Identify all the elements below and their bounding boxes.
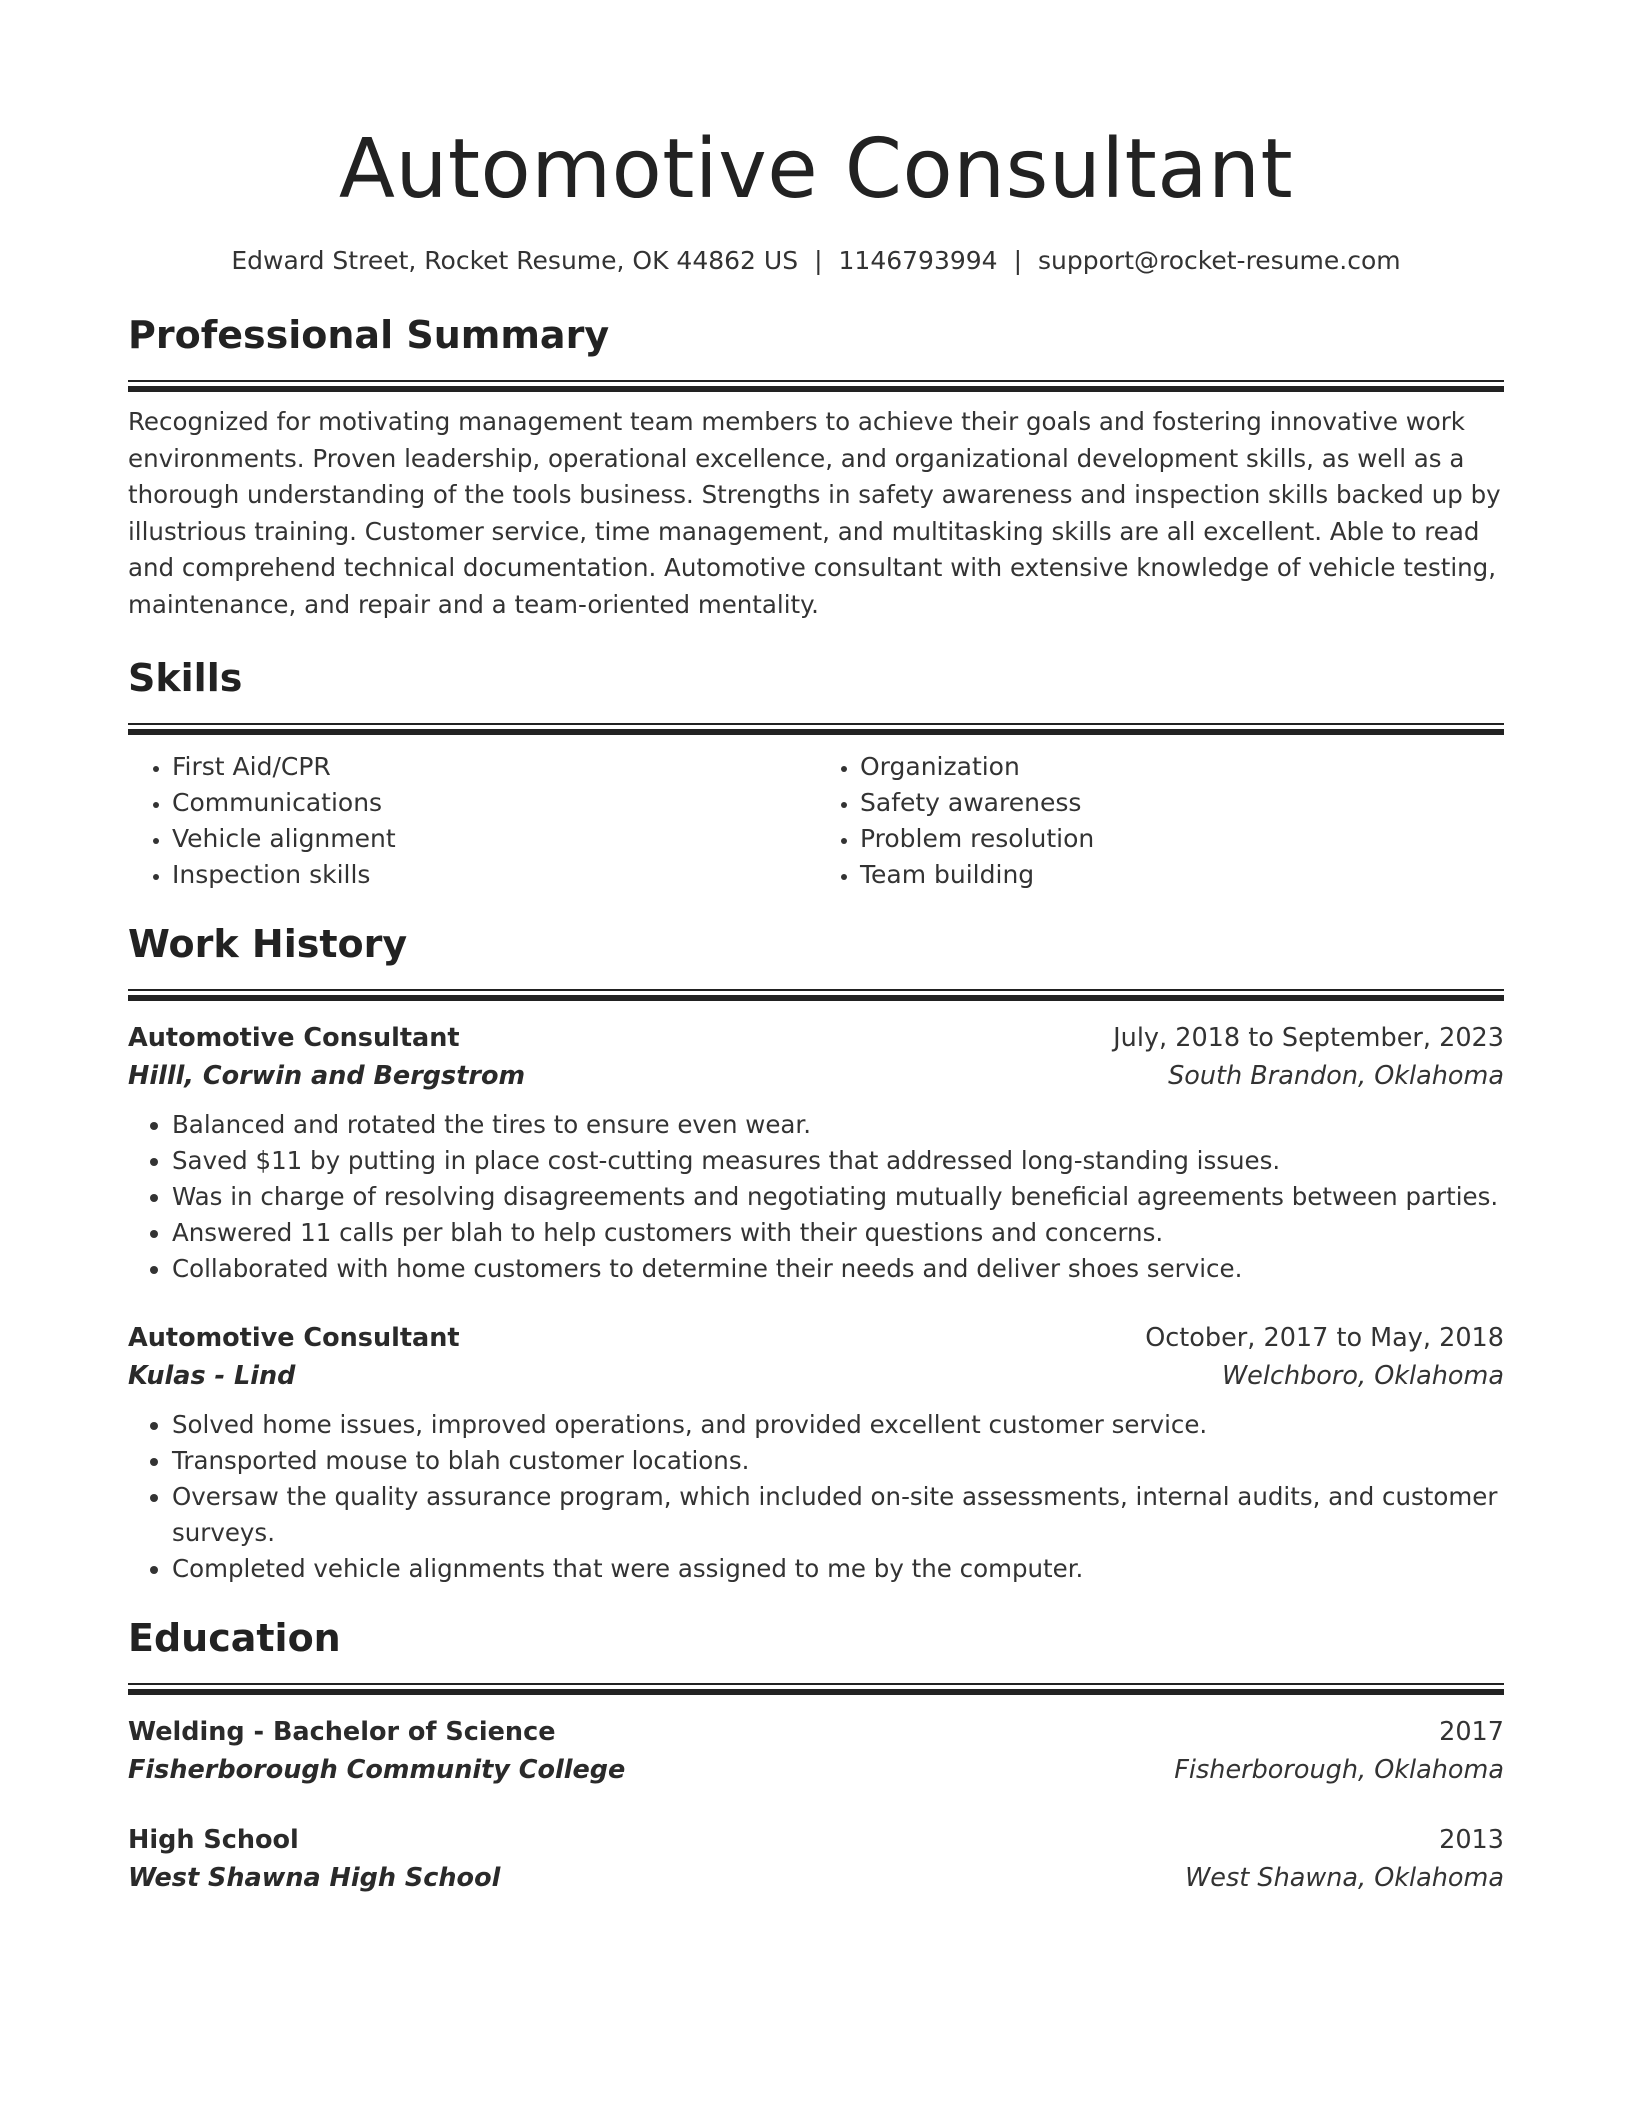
job-entry [128, 1319, 1504, 1587]
job-title: Automotive Consultant [128, 1023, 460, 1053]
education-section [128, 1613, 1504, 1897]
education-header [128, 1821, 1504, 1859]
education-school: West Shawna High School [128, 1863, 501, 1893]
education-location: Fisherborough, Oklahoma [1174, 1755, 1504, 1785]
education-header [128, 1713, 1504, 1751]
skills-list-right [816, 749, 1504, 893]
summary-section [128, 310, 1504, 623]
job-bullet: • Completed vehicle alignments that were assigned to me by the computer. [172, 1551, 1504, 1587]
job-bullet: • Was in charge of resolving disagreements and negotiating mutually beneficial agreements between parties. [172, 1179, 1504, 1215]
job-bullet: • Saved $11 by putting in place cost-cutting measures that addressed long-standing issues. [172, 1143, 1504, 1179]
job-header [128, 1319, 1504, 1357]
job-bullets [128, 1107, 1504, 1287]
section-title-education: Education [128, 1616, 341, 1660]
education-year: 2013 [1439, 1825, 1504, 1855]
section-divider [128, 723, 1504, 735]
job-bullet: • Transported mouse to blah customer locations. [172, 1443, 1504, 1479]
job-bullet: • Collaborated with home customers to determine their needs and deliver shoes service. [172, 1251, 1504, 1287]
job-location: Welchboro, Oklahoma [1221, 1361, 1504, 1391]
contact-phone: 1146793994 [838, 246, 998, 275]
education-year: 2017 [1439, 1717, 1504, 1747]
job-location: South Brandon, Oklahoma [1168, 1061, 1504, 1091]
job-title: Automotive Consultant [128, 1323, 460, 1353]
education-subheader [128, 1859, 1504, 1897]
skill-item: • Safety awareness [860, 785, 1504, 821]
section-divider [128, 1683, 1504, 1695]
job-bullet: • Answered 11 calls per blah to help customers with their questions and concerns. [172, 1215, 1504, 1251]
work-section [128, 919, 1504, 1587]
job-company: Hilll, Corwin and Bergstrom [128, 1061, 526, 1091]
job-bullets [128, 1407, 1504, 1587]
job-entry [128, 1019, 1504, 1287]
skill-item: • Problem resolution [860, 821, 1504, 857]
skills-section [128, 653, 1504, 893]
job-subheader [128, 1057, 1504, 1095]
job-dates: October, 2017 to May, 2018 [1145, 1323, 1504, 1353]
job-subheader [128, 1357, 1504, 1395]
skill-item: • Vehicle alignment [172, 821, 816, 857]
section-divider [128, 380, 1504, 392]
education-degree: Welding - Bachelor of Science [128, 1717, 556, 1747]
job-bullet: • Solved home issues, improved operations, and provided excellent customer service. [172, 1407, 1504, 1443]
education-degree: High School [128, 1825, 299, 1855]
education-subheader [128, 1751, 1504, 1789]
job-dates: July, 2018 to September, 2023 [1113, 1023, 1504, 1053]
skills-list-left [128, 749, 816, 893]
education-location: West Shawna, Oklahoma [1185, 1863, 1504, 1893]
job-bullet: • Balanced and rotated the tires to ensure even wear. [172, 1107, 1504, 1143]
section-divider [128, 989, 1504, 1001]
skills-columns [128, 749, 1504, 893]
skill-item: • First Aid/CPR [172, 749, 816, 785]
education-entry [128, 1713, 1504, 1789]
contact-separator: | [1013, 246, 1023, 275]
education-school: Fisherborough Community College [128, 1755, 626, 1785]
skill-item: • Inspection skills [172, 857, 816, 893]
job-bullet: • Oversaw the quality assurance program, which included on-site assessments, internal audits, and customer surveys. [172, 1479, 1504, 1551]
contact-email[interactable]: support@rocket-resume.com [1038, 246, 1401, 275]
job-header [128, 1019, 1504, 1057]
resume-name: Automotive Consultant [338, 122, 1294, 217]
job-company: Kulas - Lind [128, 1361, 296, 1391]
section-title-work: Work History [128, 922, 408, 966]
contact-line [128, 244, 1504, 278]
contact-address: Edward Street, Rocket Resume, OK 44862 US [231, 246, 799, 275]
section-title-summary: Professional Summary [128, 313, 610, 357]
skill-item: • Team building [860, 857, 1504, 893]
summary-text: Recognized for motivating management team members to achieve their goals and fostering innovative work environments. Proven leadership, operational excellence, and organizational development skills, as well as a thorough understanding of the tools business. Strengths in safety awareness and inspection skills backed up by illustrious training. Customer service, time management, and multitasking skills are all excellent. Able to read and comprehend technical documentation. Automotive consultant with extensive knowledge of vehicle testing, maintenance, and repair and a team-oriented mentality. [128, 407, 1501, 619]
education-entry [128, 1821, 1504, 1897]
skill-item: • Communications [172, 785, 816, 821]
skill-item: • Organization [860, 749, 1504, 785]
contact-separator: | [814, 246, 823, 275]
section-title-skills: Skills [128, 656, 243, 700]
